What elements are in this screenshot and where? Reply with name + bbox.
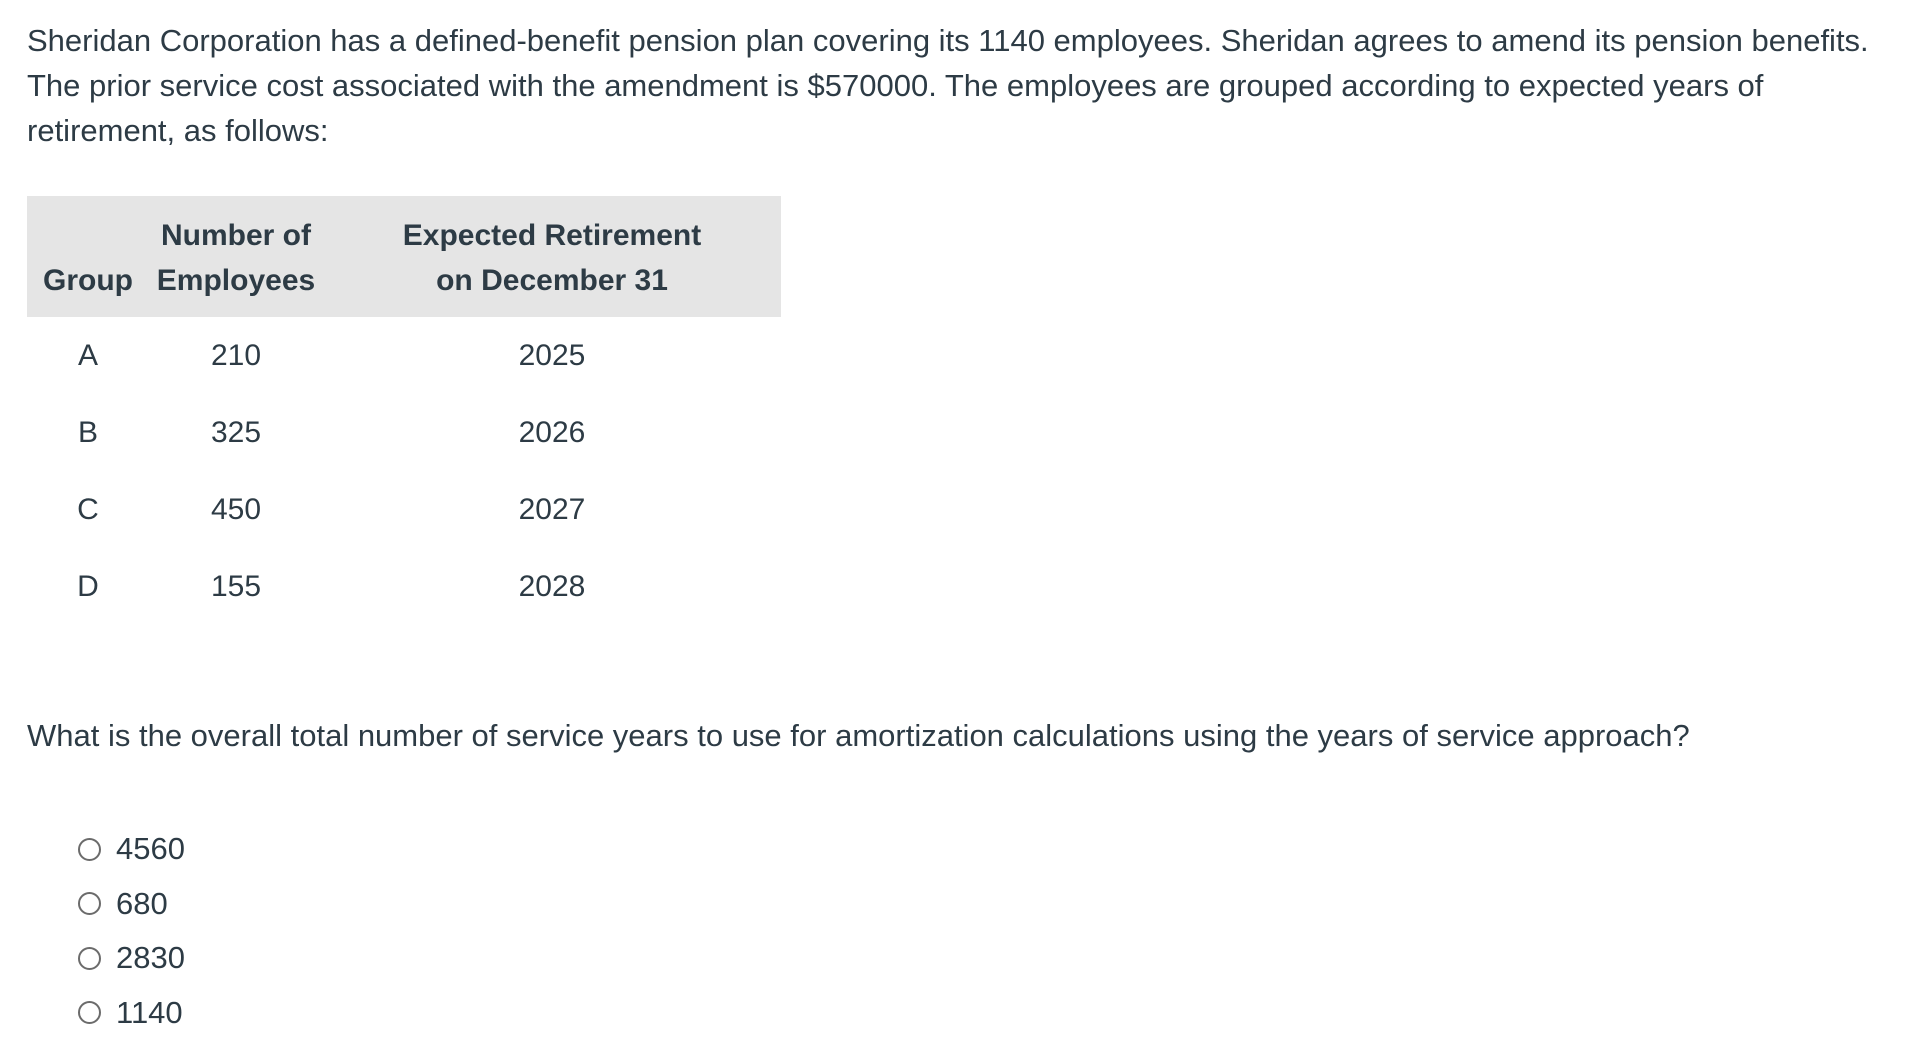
cell-employees: 450 bbox=[210, 492, 262, 526]
cell-group: A bbox=[77, 338, 98, 372]
answer-options bbox=[78, 822, 185, 1040]
header-expected-retirement bbox=[323, 196, 781, 317]
header-employees-line2: Employees bbox=[156, 264, 316, 297]
header-group bbox=[27, 196, 149, 317]
answer-option[interactable] bbox=[78, 931, 185, 986]
table-header-row bbox=[27, 196, 781, 317]
radio-button[interactable] bbox=[78, 892, 101, 915]
header-group-label: Group bbox=[43, 264, 133, 297]
cell-retirement: 2025 bbox=[518, 338, 586, 372]
answer-label[interactable]: 1140 bbox=[116, 994, 183, 1030]
header-number-of-employees bbox=[149, 196, 323, 317]
cell-employees: 210 bbox=[210, 338, 262, 372]
cell-retirement: 2028 bbox=[518, 569, 586, 603]
header-retirement-line2: on December 31 bbox=[436, 264, 668, 297]
radio-button[interactable] bbox=[78, 1001, 101, 1024]
radio-button[interactable] bbox=[78, 838, 101, 861]
cell-group: B bbox=[77, 415, 98, 449]
table-row bbox=[27, 394, 781, 471]
header-employees-line1: Number of bbox=[161, 219, 311, 252]
cell-retirement: 2027 bbox=[518, 492, 586, 526]
cell-group: D bbox=[77, 569, 99, 603]
answer-option[interactable] bbox=[78, 877, 185, 932]
question-text: Sheridan Corporation has a defined-benefit pension plan covering its 1140 employees. Sheridan agrees to amend its pension benefits. The prior service cost associated with the amendment is $570000. The employees are grouped according to expected years of retirement, as follows: bbox=[27, 23, 1869, 148]
answer-option[interactable] bbox=[78, 986, 185, 1041]
cell-group: C bbox=[77, 492, 99, 526]
cell-employees: 155 bbox=[210, 569, 262, 603]
table-row bbox=[27, 471, 781, 548]
header-retirement-line1: Expected Retirement bbox=[402, 219, 702, 252]
cell-retirement: 2026 bbox=[518, 415, 586, 449]
question-prompt: What is the overall total number of service years to use for amortization calculations using the years of service approach? bbox=[27, 718, 1690, 753]
table-row bbox=[27, 548, 781, 625]
table-row bbox=[27, 317, 781, 394]
radio-button[interactable] bbox=[78, 947, 101, 970]
answer-label[interactable]: 680 bbox=[116, 885, 168, 921]
answer-label[interactable]: 2830 bbox=[116, 940, 185, 976]
answer-label[interactable]: 4560 bbox=[116, 831, 185, 867]
employee-groups-table bbox=[27, 196, 781, 625]
cell-employees: 325 bbox=[210, 415, 262, 449]
answer-option[interactable] bbox=[78, 822, 185, 877]
